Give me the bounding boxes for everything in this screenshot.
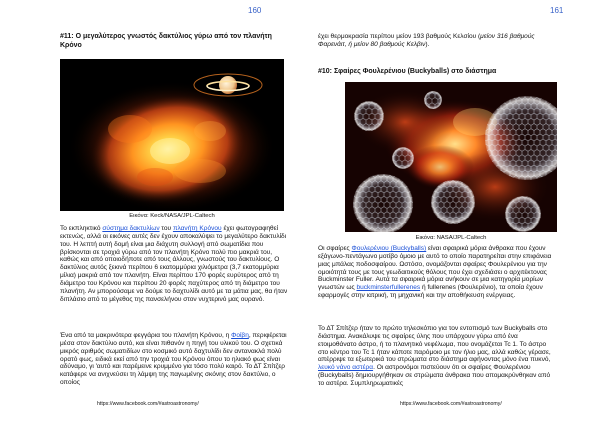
footer-link-left: https://www.facebook.com/#astroastronomy/ [97,401,199,407]
buckyballs-image [345,82,557,232]
paragraph-continuation [318,33,554,49]
buckyball-center [431,180,475,224]
paragraph-phoebe [60,332,288,387]
buckyball-small-top [424,91,442,109]
buckyball-small-mid [392,147,414,169]
paragraph-text: του [159,225,173,232]
buckyballs-nebula-figure [345,82,557,232]
paragraph-text: , περιφέρεται μέσα στον δακτύλιο αυτό, και είναι πιθανόν η πηγή του υλικού του. Ο σχετικά μικρός αριθμός σωματιδίων στο κοσμικό αυτό δαχτυλίδι δεν αντανακλά πολύ ορατό φως, ειδικά εκεί από την τροχιά του Κρόνου όπου το ηλιακό φως είναι αδύναμο, γι 'αυτό και παρέμεινε κρυμμένο για τόσο πολύ καιρό. Το ΔΤ Σπίτζερ κατάφερε να ανιχνεύσει τη λάμψη της παγωμένης σκόνης στον δακτύλιο, ο οποίος [60,332,287,387]
section-heading-buckyballs: #10: Σφαίρες Φουλερένιου (Buckyballs) στο διάστημα [318,68,497,75]
paragraph-text: Το ΔΤ Σπίτζερ ήταν το πρώτο τηλεσκόπιο για τον εντοπισμό των Buckyballs στο διάστημα. Ανακάλυψε τις σφαίρες ύλης που υπάρχουν γύρω από ένα ετοιμοθάνατο άστρο, ή το πλανητικό νεφέλωμα, που ονομάζεται Tc 1. Το άστρο στο κέντρο του Tc 1 ήταν κάποτε παρόμοιο με τον ήλιο μας, αλλά καθώς γέρασε, απέρριψε τα εξωτερικά του στρώματα στο διάστημα αφήνοντας μόνο ένα πυκνό, [318,325,551,364]
inline-link[interactable]: Φοίβη [231,332,249,339]
page-number-right: 161 [550,6,564,15]
saturn-phoebe-ring-image [60,59,284,211]
paragraph-text: . Οι αστρονόμοι πιστεύουν ότι οι σφαίρες Φουλερένιου (Buckyballs) δημιουργήθηκαν σε στρώματα άνθρακα που απομακρύνθηκαν από το αστέρα. Συμπληρωματικές [318,364,551,387]
paragraph-text: είναι σφαιρικά μόρια άνθρακα που έχουν εξάγωνο-πεντάγωνο μοτίβο όμοιο με αυτό το οποίο παρατηρείται στην επιφάνεια μιας μπάλας ποδοσφαίρου. Ωστόσο, ονομάζονται σφαίρες Φουλερένιου για την ομοιότητά τους με τους γεωδαιτικούς θόλους που έχει σχεδιάσει ο αρχιτέκτονας Buckminster Fuller. Αυτά τα σφαιρικά μόρια ανήκουν σε μια κατηγορία μορίων γνωστών ως [318,245,552,292]
inline-link[interactable]: πλανήτη Κρόνου [172,225,222,232]
image-caption-left: Εικόνα: Keck/NASA/JPL-Caltech [129,213,215,219]
paragraph-buckyballs-definition [318,245,556,300]
saturn-ring-infrared-figure [60,59,284,211]
inline-link[interactable]: buckminsterfullerenes [356,284,421,292]
italic-text: μείον 316 βαθμούς Φαρενάιτ, ή μείον 80 βαθμούς Κελβιν [318,33,535,48]
buckyball-top-left [354,101,384,131]
inline-link[interactable]: Φουλερένιου (Buckyballs) [351,245,427,252]
paragraph-text: ). [425,40,430,48]
inline-link[interactable]: σύστημα δακτυλίων [102,225,160,232]
paragraph-text: Ένα από τα μακρινότερα φεγγάρια του πλανήτη Κρόνου, η [60,332,232,339]
paragraph-ring-description [60,225,288,303]
inline-link[interactable]: λευκό νάνο αστέρα [318,364,374,372]
section-heading-saturn-ring: #11: Ο μεγαλύτερος γνωστός δακτύλιος γύρω από τον πλανήτη Κρόνο [60,33,272,49]
buckyball-bottom-left [353,174,413,232]
paragraph-text: έχει θερμοκρασία περίπου μείον 193 βαθμούς Κελσίου ( [318,33,481,40]
paragraph-spitzer-discovery [318,325,556,388]
paragraph-text: έχει φωτογραφηθεί εκτενώς, αλλά οι εικόνες αυτές δεν έχουν αποκαλύψει το μεγαλύτερο δακτυλίδι του. Η λεπτή αυτή δομή είναι μια διάχυτη συλλογή από σωματίδια που βρίσκονται σε τροχιά γύρω από τον πλανήτη Κρόνο πολύ πιο μακριά του, καθώς και από οποιοδήποτε από τους άλλους, γνωστούς του δακτυλίους. Ο δακτύλιος αυτός ξεκινά περίπου 6 εκατομμύρια χιλιόμετρα (3,7 εκατομμύρια μίλια) μακριά από τον πλανήτη. Είναι περίπου 170 φορές ευρύτερος από τη διάμετρο του Κρόνου και περίπου 20 φορές παχύτερος από τη διάμετρο του πλανήτη. Αν μπορούσαμε να δούμε το δαχτυλίδι αυτό με τα μάτια μας, θα ήταν διπλάσιο από το μέγεθος της πανσελήνου στον νυχτερινό μας ουρανό. [60,225,288,303]
page-number-left: 160 [248,6,262,15]
buckyball-bottom-right [505,196,541,232]
paragraph-text: Το εκπληκτικό [60,225,103,232]
paragraph-text: Οι σφαίρες [318,245,352,252]
paragraph-text: ή fullerenes (Φουλερένιο), τα οποία έχουν εφαρμογές στην ιατρική, τη μηχανική και την αποθήκευση ενέργειας. [318,284,543,300]
image-caption-right: Εικόνα: NASA/JPL-Caltech [415,235,487,241]
footer-link-right: https://www.facebook.com/#astroastronomy/ [400,401,502,407]
